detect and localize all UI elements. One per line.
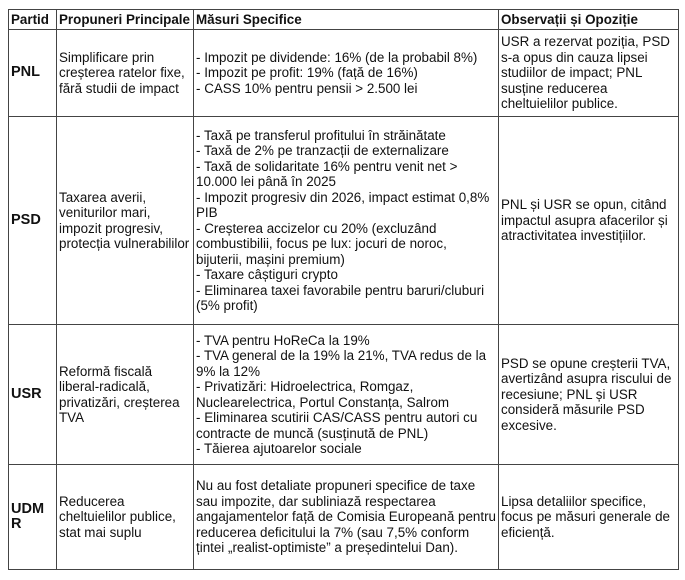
measure-item: - Privatizări: Hidroelectrica, Romgaz, Nuclearelectrica, Portul Constanța, Salrom xyxy=(196,379,496,410)
table-row xyxy=(9,117,679,325)
measures-cell: Nu au fost detaliate propuneri specifice de taxe sau impozite, dar subliniază respectarea angajamentelor față de Comisia Europeană pentru reducerea deficitului la 7% (sau 7,5% conform țintei „realist-optimiste” a președintelui Dan). xyxy=(194,465,499,570)
measures-list xyxy=(196,128,496,314)
measures-list xyxy=(196,50,496,97)
proposals-cell: Taxarea averii, veniturilor mari, impozit progresiv, protecția vulnerabililor xyxy=(57,117,194,325)
header-observations: Observații și Opoziție xyxy=(499,10,679,30)
party-cell: UDMR xyxy=(9,465,57,570)
policy-table xyxy=(8,9,679,570)
table-header xyxy=(9,10,679,30)
measure-item: - TVA pentru HoReCa la 19% xyxy=(196,333,496,349)
measure-item: - Taxă de solidaritate 16% pentru venit net > 10.000 lei până în 2025 xyxy=(196,159,496,190)
measure-item: - Taxă pe transferul profitului în străinătate xyxy=(196,128,496,144)
proposals-cell: Reducerea cheltuielilor publice, stat mai suplu xyxy=(57,465,194,570)
header-measures: Măsuri Specifice xyxy=(194,10,499,30)
party-cell: USR xyxy=(9,325,57,465)
header-party: Partid xyxy=(9,10,57,30)
measures-cell xyxy=(194,325,499,465)
measures-cell xyxy=(194,117,499,325)
measure-item: - Tăierea ajutoarelor sociale xyxy=(196,441,496,457)
proposals-cell: Simplificare prin creșterea ratelor fixe, fără studii de impact xyxy=(57,30,194,117)
table-row xyxy=(9,465,679,570)
measure-item: - Impozit pe profit: 19% (față de 16%) xyxy=(196,65,496,81)
measure-item: - Eliminarea taxei favorabile pentru baruri/cluburi (5% profit) xyxy=(196,283,496,314)
observations-cell: USR a rezervat poziția, PSD s-a opus din cauza lipsei studiilor de impact; PNL susține reducerea cheltuielilor publice. xyxy=(499,30,679,117)
table-body xyxy=(9,30,679,570)
measure-item: - Impozit pe dividende: 16% (de la probabil 8%) xyxy=(196,50,496,66)
measures-cell xyxy=(194,30,499,117)
party-cell: PSD xyxy=(9,117,57,325)
proposals-cell: Reformă fiscală liberal-radicală, privatizări, creșterea TVA xyxy=(57,325,194,465)
party-cell: PNL xyxy=(9,30,57,117)
measure-item: - Impozit progresiv din 2026, impact estimat 0,8% PIB xyxy=(196,190,496,221)
measure-item: - Eliminarea scutirii CAS/CASS pentru autori cu contracte de muncă (susținută de PNL) xyxy=(196,410,496,441)
observations-cell: PNL și USR se opun, citând impactul asupra afacerilor și atractivitatea investițiilor. xyxy=(499,117,679,325)
observations-cell: PSD se opune creșterii TVA, avertizând asupra riscului de recesiune; PNL și USR consideră măsurile PSD excesive. xyxy=(499,325,679,465)
header-proposals: Propuneri Principale xyxy=(57,10,194,30)
table-row xyxy=(9,30,679,117)
measures-list xyxy=(196,333,496,457)
measure-item: - CASS 10% pentru pensii > 2.500 lei xyxy=(196,81,496,97)
measure-item: - TVA general de la 19% la 21%, TVA redus de la 9% la 12% xyxy=(196,348,496,379)
observations-cell: Lipsa detaliilor specifice, focus pe măsuri generale de eficiență. xyxy=(499,465,679,570)
table-row xyxy=(9,325,679,465)
measure-item: - Creșterea accizelor cu 20% (excluzând combustibilii, focus pe lux: jocuri de noroc, bijuterii, mașini premium) xyxy=(196,221,496,268)
measure-item: - Taxare câștiguri crypto xyxy=(196,267,496,283)
measure-item: - Taxă de 2% pe tranzacții de externalizare xyxy=(196,143,496,159)
header-row xyxy=(9,10,679,30)
